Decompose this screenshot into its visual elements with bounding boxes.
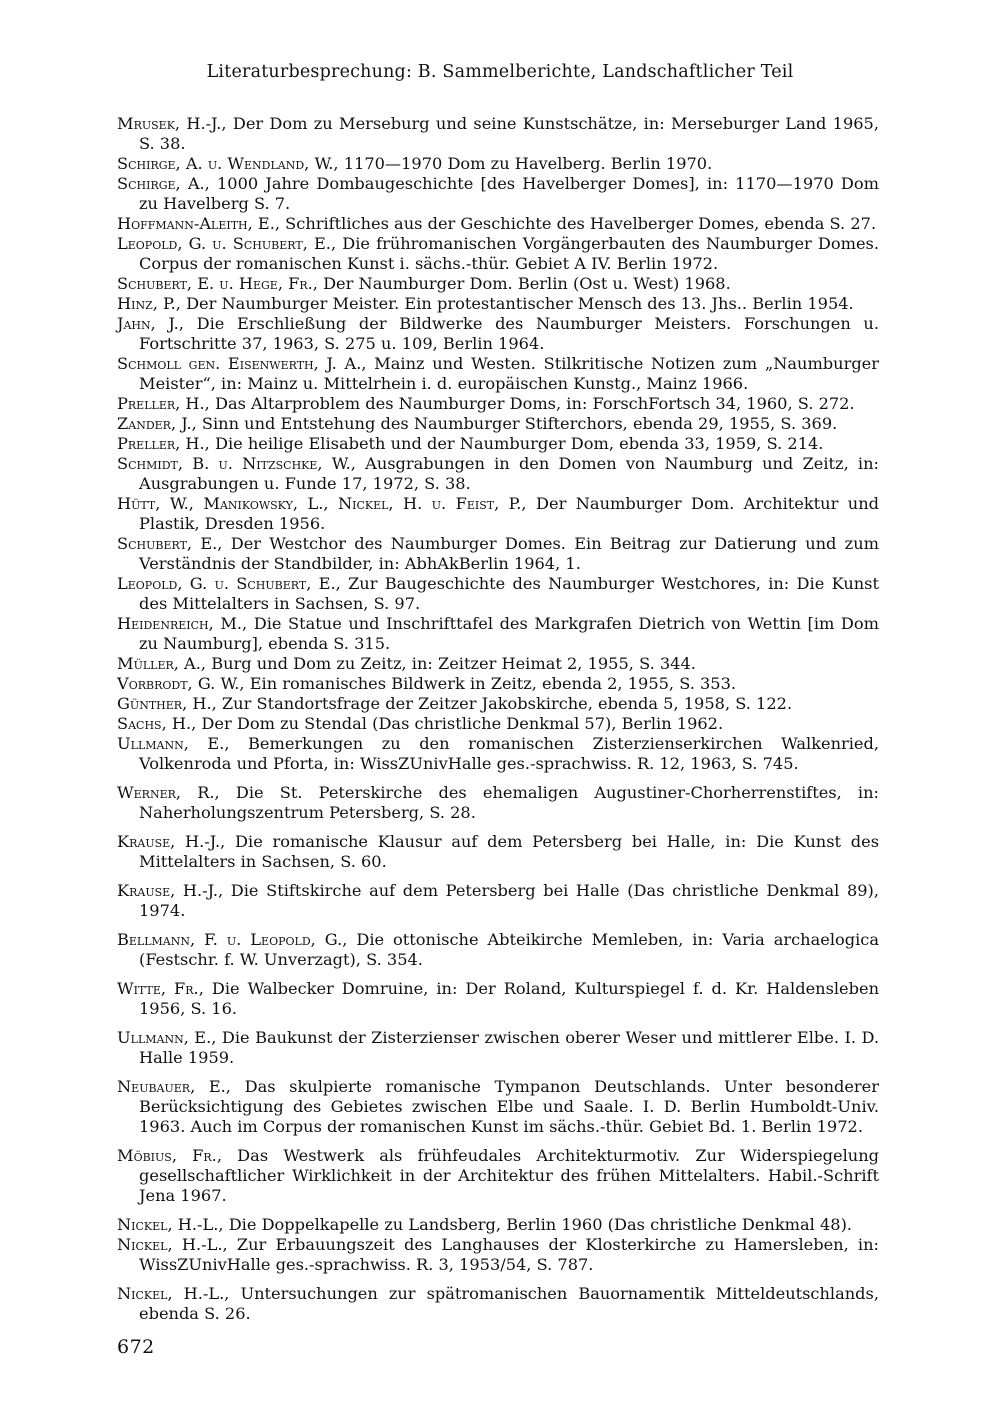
bib-text: Schriftliches aus der Geschichte des Havelberger Domes, ebenda S. 27. [280,214,877,233]
bib-text: Die frühromanischen Vorgängerbauten des Naumburger Domes. Corpus der romanischen Kunst i. sächs.-thür. Gebiet A IV. Berlin 1972. [139,234,879,273]
bib-entry [117,214,879,234]
bib-author: Leopold, G. u. Schubert, E., [117,234,337,253]
bib-author: Krause, H.-J., [117,832,226,851]
bib-entry [117,454,879,494]
bib-author: Vorbrodt, G. W., [117,674,245,693]
bib-text: Zur Standortsfrage der Zeitzer Jakobskirche, ebenda 5, 1958, S. 122. [216,694,793,713]
bib-text: Der Naumburger Dom. Berlin (Ost u. West) 1968. [317,274,731,293]
bib-author: Schubert, E. u. Hege, Fr., [117,274,318,293]
bib-text: Bemerkungen zu den romanischen Zisterzienserkirchen Walkenried, Volkenroda und Pforta, in: WissZUnivHalle ges.-sprachwiss. R. 12, 1963, S. 745. [139,734,880,773]
bib-entry [117,734,879,774]
bib-entry [117,614,879,654]
bib-entry [117,234,879,274]
bib-entry [117,414,879,434]
bib-author: Zander, J., [117,414,197,433]
bib-text: Mainz und Westen. Stilkritische Notizen zum „Naumburger Meister“, in: Mainz u. Mittelrhein i. d. europäischen Kunstg., Mainz 1966. [139,354,880,393]
bib-text: Zur Baugeschichte des Naumburger Westchores, in: Die Kunst des Mittelalters in Sachsen, S. 97. [139,574,879,613]
bib-text: Der Naumburger Meister. Ein protestantischer Mensch des 13. Jhs.. Berlin 1954. [180,294,854,313]
bib-author: Preller, H., [117,394,210,413]
bib-text: Ein romanisches Bildwerk in Zeitz, ebenda 2, 1955, S. 353. [244,674,737,693]
bib-text: Die ottonische Abteikirche Memleben, in: Varia archaelogica (Festschr. f. W. Unverzagt), S. 354. [139,930,879,969]
bib-entry [117,494,879,534]
bib-entry [117,1284,879,1324]
bib-entry [117,979,879,1019]
bib-text: Das skulpierte romanische Tympanon Deutschlands. Unter besonderer Berücksichtigung des Gebietes zwischen Elbe und Saale. I. D. Berlin Humboldt-Univ. 1963. Auch im Corpus der romanischen Kunst im sächs.-thür. Gebiet Bd. 1. Berlin 1972. [139,1077,879,1136]
bib-entry [117,1028,879,1068]
bib-author: Werner, R., [117,783,220,802]
bib-entry [117,832,879,872]
bib-author: Bellmann, F. u. Leopold, G., [117,930,348,949]
bib-text: Die Stiftskirche auf dem Petersberg bei Halle (Das christliche Denkmal 89), 1974. [139,881,879,920]
bib-entry [117,534,879,574]
bib-entry [117,930,879,970]
bib-text: Untersuchungen zur spätromanischen Bauornamentik Mitteldeutschlands, ebenda S. 26. [139,1284,879,1323]
bib-entry [117,1146,879,1206]
bib-author: Leopold, G. u. Schubert, E., [117,574,341,593]
bib-author: Schmoll gen. Eisenwerth, J. A., [117,354,367,373]
bib-text: Burg und Dom zu Zeitz, in: Zeitzer Heimat 2, 1955, S. 344. [206,654,696,673]
bib-author: Hinz, P., [117,294,181,313]
bib-entry [117,274,879,294]
bib-text: Der Naumburger Dom. Architektur und Plastik, Dresden 1956. [139,494,880,533]
bib-author: Heidenreich, M., [117,614,248,633]
bib-author: Neubauer, E., [117,1077,231,1096]
bib-entry [117,294,879,314]
bib-entry [117,154,879,174]
bib-entry [117,354,879,394]
bib-author: Schubert, E., [117,534,223,553]
bibliography-list [117,114,879,1324]
bib-author: Müller, A., [117,654,207,673]
bib-author: Hütt, W., Manikowsky, L., Nickel, H. u. Feist, P., [117,494,527,513]
bib-author: Preller, H., [117,434,210,453]
bib-entry [117,1215,879,1235]
bib-author: Nickel, H.-L., [117,1235,228,1254]
bib-entry [117,674,879,694]
bib-entry [117,783,879,823]
bib-author: Krause, H.-J., [117,881,224,900]
bib-text: Das Altarproblem des Naumburger Doms, in: ForschFortsch 34, 1960, S. 272. [209,394,855,413]
bib-text: Der Dom zu Stendal (Das christliche Denkmal 57), Berlin 1962. [196,714,724,733]
bib-text: 1170—1970 Dom zu Havelberg. Berlin 1970. [338,154,713,173]
page-number: 672 [117,1336,155,1358]
bib-text: Die Statue und Inschrifttafel des Markgrafen Dietrich von Wettin [im Dom zu Naumburg], ebenda S. 315. [139,614,879,653]
bib-author: Ullmann, E., [117,1028,217,1047]
bib-entry [117,574,879,614]
bib-entry [117,114,879,154]
bib-entry [117,694,879,714]
bib-author: Schmidt, B. u. Nitzschke, W., [117,454,356,473]
bib-author: Schirge, A., [117,174,210,193]
bib-entry [117,714,879,734]
bib-author: Jahn, J., [117,314,184,333]
bib-entry [117,654,879,674]
bib-entry [117,314,879,354]
bib-author: Sachs, H., [117,714,197,733]
bib-text: Die Baukunst der Zisterzienser zwischen oberer Weser und mittlerer Elbe. I. D. Halle 1959. [139,1028,879,1067]
bib-entry [117,881,879,921]
bib-author: Ullmann, E., [117,734,230,753]
bib-text: Die heilige Elisabeth und der Naumburger Dom, ebenda 33, 1959, S. 214. [209,434,824,453]
bib-text: Der Dom zu Merseburg und seine Kunstschätze, in: Merseburger Land 1965, S. 38. [139,114,879,153]
bib-author: Witte, Fr., [117,979,204,998]
bib-text: Ausgrabungen in den Domen von Naumburg und Zeitz, in: Ausgrabungen u. Funde 17, 1972, S. 38. [139,454,879,493]
bib-text: Die Erschließung der Bildwerke des Naumburger Meisters. Forschungen u. Fortschritte 37, 1963, S. 275 u. 109, Berlin 1964. [139,314,880,353]
bib-text: Der Westchor des Naumburger Domes. Ein Beitrag zur Datierung und zum Verständnis der Standbilder, in: AbhAkBerlin 1964, 1. [139,534,879,573]
bib-text: Die St. Peterskirche des ehemaligen Augustiner-Chorherrenstiftes, in: Naherholungszentrum Petersberg, S. 28. [139,783,879,822]
bib-entry [117,1235,879,1275]
bib-text: Sinn und Entstehung des Naumburger Stifterchors, ebenda 29, 1955, S. 369. [196,414,838,433]
bib-entry [117,174,879,214]
bib-text: 1000 Jahre Dombaugeschichte [des Havelberger Domes], in: 1170—1970 Dom zu Havelberg S. 7. [139,174,879,213]
bib-text: Das Westwerk als frühfeudales Architekturmotiv. Zur Widerspiegelung gesellschaftlicher Wirklichkeit in der Architektur des frühen Mittelalters. Habil.-Schrift Jena 1967. [139,1146,879,1205]
bib-entry [117,394,879,414]
bib-author: Nickel, H.-L., [117,1215,224,1234]
bib-author: Mrusek, H.-J., [117,114,227,133]
bib-author: Möbius, Fr., [117,1146,222,1165]
running-head: Literaturbesprechung: B. Sammelberichte, Landschaftlicher Teil [206,62,794,82]
bib-text: Die Doppelkapelle zu Landsberg, Berlin 1960 (Das christliche Denkmal 48). [223,1215,853,1234]
bib-author: Schirge, A. u. Wendland, W., [117,154,339,173]
bib-text: Die Walbecker Domruine, in: Der Roland, Kulturspiegel f. d. Kr. Haldensleben 1956, S. 16. [139,979,880,1018]
bib-text: Zur Erbauungszeit des Langhauses der Klosterkirche zu Hamersleben, in: WissZUnivHalle ges.-sprachwiss. R. 3, 1953/54, S. 787. [139,1235,879,1274]
bib-author: Hoffmann-Aleith, E., [117,214,281,233]
bib-text: Die romanische Klausur auf dem Petersberg bei Halle, in: Die Kunst des Mittelalters in Sachsen, S. 60. [139,832,879,871]
bib-entry [117,434,879,454]
bib-entry [117,1077,879,1137]
bib-author: Nickel, H.-L., [117,1284,230,1303]
bib-author: Günther, H., [117,694,217,713]
